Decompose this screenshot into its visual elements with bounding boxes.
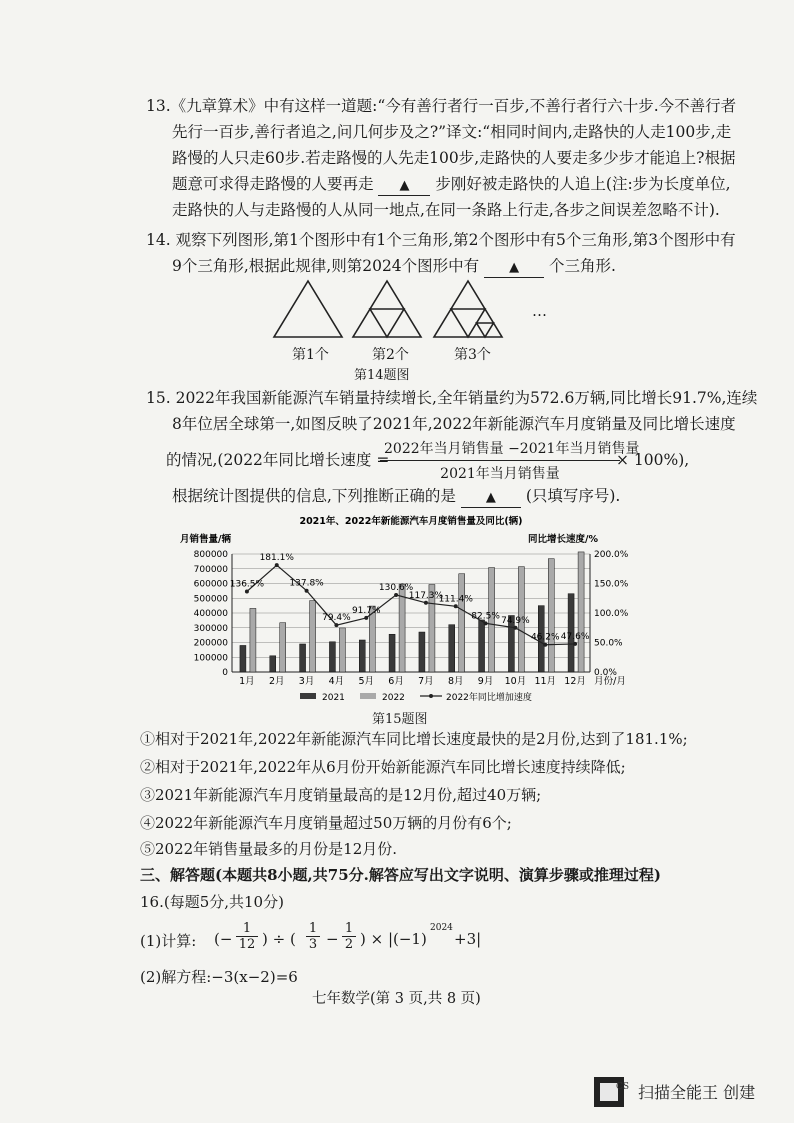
chart-y2-tick-label: 50.0%	[594, 638, 623, 649]
chart-y-tick-label: 0	[222, 668, 228, 678]
q16-title: 16.(每题5分,共10分)	[140, 893, 284, 911]
q14-ellipsis: …	[532, 302, 547, 320]
q13-line-5: 走路快的人与走路慢的人从同一地点,在同一条路上行走,各步之间误差忽略不计).	[172, 201, 720, 219]
statement-4: ④2022年新能源汽车月度销量超过50万辆的月份有6个;	[140, 814, 512, 832]
q13-line-4-text: 题意可求得走路慢的人要再走	[172, 175, 374, 193]
q15-line-1: 15. 2022年我国新能源汽车销量持续增长,全年销量约为572.6万辆,同比增长91.7%,连续	[146, 389, 758, 407]
chart-data-label: 181.1%	[259, 553, 294, 564]
q15-line-4	[172, 485, 620, 508]
q15-line-3-post: × 100%),	[616, 451, 690, 469]
chart-data-label: 137.8%	[289, 578, 324, 589]
chart-bar-2021	[270, 656, 276, 672]
chart-legend-label-growth: 2022年同比增加速度	[446, 693, 532, 703]
page-footer: 七年数学(第 3 页,共 8 页)	[312, 991, 481, 1007]
expr-frac-2	[306, 921, 320, 952]
chart-bar-2022	[578, 552, 584, 672]
q14-caption: 第14题图	[354, 368, 410, 383]
chart-growth-point	[484, 621, 488, 625]
chart-x-tick-label: 8月	[447, 676, 464, 687]
chart-growth-point	[424, 601, 428, 605]
chart-growth-point	[364, 616, 368, 620]
chart-legend-label-2022: 2022	[382, 693, 405, 703]
chart-x-tick-label: 4月	[328, 676, 345, 687]
chart-x-tick-label: 1月	[239, 676, 255, 687]
chart-x-tick-label: 10月	[504, 676, 527, 687]
chart-growth-point	[543, 643, 547, 647]
q14-line-2-post: 个三角形.	[549, 257, 616, 275]
chart-bar-2021	[449, 625, 455, 672]
chart-growth-point	[394, 593, 398, 597]
chart-y-tick-label: 200000	[193, 638, 228, 649]
chart-y-tick-label: 300000	[193, 623, 228, 634]
chart-growth-point	[334, 623, 338, 627]
chart-data-label: 46.2%	[530, 632, 560, 643]
chart-data-label: 136.5%	[229, 579, 265, 590]
chart-growth-point	[275, 563, 279, 567]
chart-y-tick-label: 100000	[193, 653, 228, 664]
chart-y2-axis-label: 同比增长速度/%	[528, 534, 598, 545]
statement-3: ③2021年新能源汽车月度销量最高的是12月份,超过40万辆;	[140, 786, 542, 804]
chart-bar-2021	[300, 644, 306, 672]
chart-legend-swatch-2022	[360, 693, 376, 699]
chart-bar-2021	[479, 620, 485, 672]
sales-chart	[170, 512, 645, 712]
chart-y2-tick-label: 100.0%	[594, 609, 629, 619]
expr-frac-2-num: 1	[306, 921, 320, 937]
chart-growth-point	[454, 604, 458, 608]
scanner-logo-tag: CS	[616, 1082, 630, 1092]
chart-growth-point	[245, 589, 249, 593]
q15-answer-blank[interactable]: ▲	[461, 489, 521, 508]
triangle-figure-3	[434, 281, 502, 337]
scanner-watermark-text: 扫描全能王 创建	[638, 1083, 756, 1102]
chart-bar-2022	[280, 623, 286, 672]
chart-growth-point	[305, 589, 309, 593]
expr-frac-3-den: 2	[344, 937, 354, 952]
chart-x-tick-label: 9月	[477, 676, 494, 687]
chart-bar-2022	[310, 601, 316, 672]
chart-bar-2021	[389, 634, 395, 672]
q16-part-2: (2)解方程:−3(x−2)=6	[140, 968, 298, 986]
chart-data-label: 47.6%	[560, 631, 590, 642]
q13-answer-blank[interactable]: ▲	[378, 177, 430, 196]
expr-minus: −	[326, 930, 339, 948]
chart-x-axis-label: 月份/月	[594, 676, 626, 687]
q15-line-4-pre: 根据统计图提供的信息,下列推断正确的是	[172, 487, 456, 505]
expr-frac-1-num: 1	[236, 921, 258, 937]
chart-growth-line	[247, 565, 575, 645]
chart-y-axis-label: 月销售量/辆	[180, 534, 231, 545]
chart-bar-2022	[548, 559, 554, 672]
chart-growth-point	[513, 626, 517, 630]
chart-y2-tick-label: 200.0%	[594, 550, 629, 560]
expr-frac-2-den: 3	[308, 937, 318, 952]
q14-figure-label-3: 第3个	[454, 347, 491, 363]
chart-y-tick-label: 600000	[193, 579, 228, 590]
expr-tail: +3|	[454, 930, 482, 948]
q14-line-2	[172, 255, 616, 278]
chart-legend-swatch-2021	[300, 693, 316, 699]
q14-figure-label-1: 第1个	[292, 347, 329, 363]
chart-data-label: 79.4%	[322, 613, 351, 624]
expr-open: (−	[214, 930, 233, 948]
expr-mid-1: ) ÷ (	[262, 930, 296, 948]
chart-y2-tick-label: 0.0%	[594, 668, 617, 678]
q15-line-4-post: (只填写序号).	[525, 487, 621, 505]
chart-y-tick-label: 500000	[193, 594, 228, 605]
chart-data-label: 111.4%	[438, 594, 473, 605]
chart-bar-2022	[459, 574, 465, 672]
chart-x-tick-label: 11月	[534, 676, 557, 687]
chart-x-tick-label: 2月	[268, 676, 285, 687]
chart-bar-2021	[240, 645, 246, 672]
chart-growth-point	[573, 642, 577, 646]
chart-x-tick-label: 3月	[298, 676, 315, 687]
triangle-figure-2	[353, 281, 421, 337]
triangle-figure-1	[274, 281, 342, 337]
chart-bar-2021	[329, 642, 335, 672]
q15-line-2: 8年位居全球第一,如图反映了2021年,2022年新能源汽车月度销量及同比增长速度	[172, 415, 736, 433]
chart-y-tick-label: 700000	[193, 564, 228, 575]
chart-data-label: 130.6%	[378, 582, 414, 593]
chart-bar-2021	[419, 632, 425, 672]
chart-bar-2022	[250, 608, 256, 672]
q14-answer-blank[interactable]: ▲	[484, 259, 544, 278]
q14-line-2-pre: 9个三角形,根据此规律,则第2024个图形中有	[172, 257, 480, 275]
statement-1: ①相对于2021年,2022年新能源汽车同比增长速度最快的是2月份,达到了181.1%;	[140, 730, 688, 748]
section-3-heading: 三、解答题(本题共8小题,共75分.解答应写出文字说明、演算步骤或推理过程)	[140, 866, 661, 884]
chart-data-label: 117.3%	[408, 590, 444, 601]
growth-rate-formula	[380, 438, 640, 483]
q13-line-4-text-b: 步刚好被走路快的人追上(注:步为长度单位,	[435, 175, 731, 193]
q16-part-1-label: (1)计算:	[140, 932, 197, 950]
formula-numerator: 2022年当月销售量 −2021年当月销售量	[380, 438, 620, 461]
chart-y-tick-label: 400000	[193, 609, 228, 619]
q14-triangle-figures	[270, 278, 540, 348]
q15-line-3-pre: 的情况,(2022年同比增长速度 =	[166, 451, 390, 469]
chart-x-tick-label: 7月	[418, 676, 434, 687]
chart-bar-2021	[359, 640, 365, 672]
chart-data-label: 74.9%	[501, 615, 530, 626]
expr-exponent: 2024	[430, 923, 453, 933]
chart-x-tick-label: 5月	[358, 676, 375, 687]
expr-mid-2: ) × |(−1)	[360, 930, 427, 948]
q14-figure-label-2: 第2个	[372, 347, 409, 363]
chart-y-tick-label: 800000	[193, 550, 228, 560]
chart-legend-line-marker	[429, 694, 433, 698]
q13-line-1: 13.《九章算术》中有这样一道题:“今有善行者行一百步,不善行者行六十步.今不善行者	[146, 97, 737, 115]
statement-2: ②相对于2021年,2022年从6月份开始新能源汽车同比增长速度持续降低;	[140, 758, 626, 776]
chart-title: 2021年、2022年新能源汽车月度销售量及同比(辆)	[299, 516, 523, 527]
q15-caption: 第15题图	[372, 712, 428, 727]
chart-y2-tick-label: 150.0%	[594, 579, 629, 590]
q13-line-4	[172, 173, 731, 196]
chart-data-label: 82.5%	[471, 611, 500, 622]
chart-x-tick-label: 6月	[388, 676, 404, 687]
expr-frac-1-den: 12	[238, 937, 256, 952]
q13-line-3: 路慢的人只走60步.若走路慢的人先走100步,走路快的人要走多少步才能追上?根据	[172, 149, 736, 167]
q14-line-1: 14. 观察下列图形,第1个图形中有1个三角形,第2个图形中有5个三角形,第3个图形中有	[146, 231, 736, 249]
formula-denominator: 2021年当月销售量	[440, 466, 560, 482]
expr-frac-1	[236, 921, 258, 952]
chart-data-label: 91.7%	[351, 605, 381, 616]
chart-legend-label-2021: 2021	[322, 693, 345, 703]
statement-5: ⑤2022年销售量最多的月份是12月份.	[140, 840, 398, 858]
expr-frac-3-num: 1	[342, 921, 356, 937]
expr-frac-3	[342, 921, 356, 952]
q13-line-2: 先行一百步,善行者追之,问几何步及之?”译文:“相同时间内,走路快的人走100步,走	[172, 123, 732, 141]
chart-x-tick-label: 12月	[564, 676, 586, 687]
chart-bar-2022	[369, 606, 375, 672]
chart-bar-2022	[339, 628, 345, 672]
